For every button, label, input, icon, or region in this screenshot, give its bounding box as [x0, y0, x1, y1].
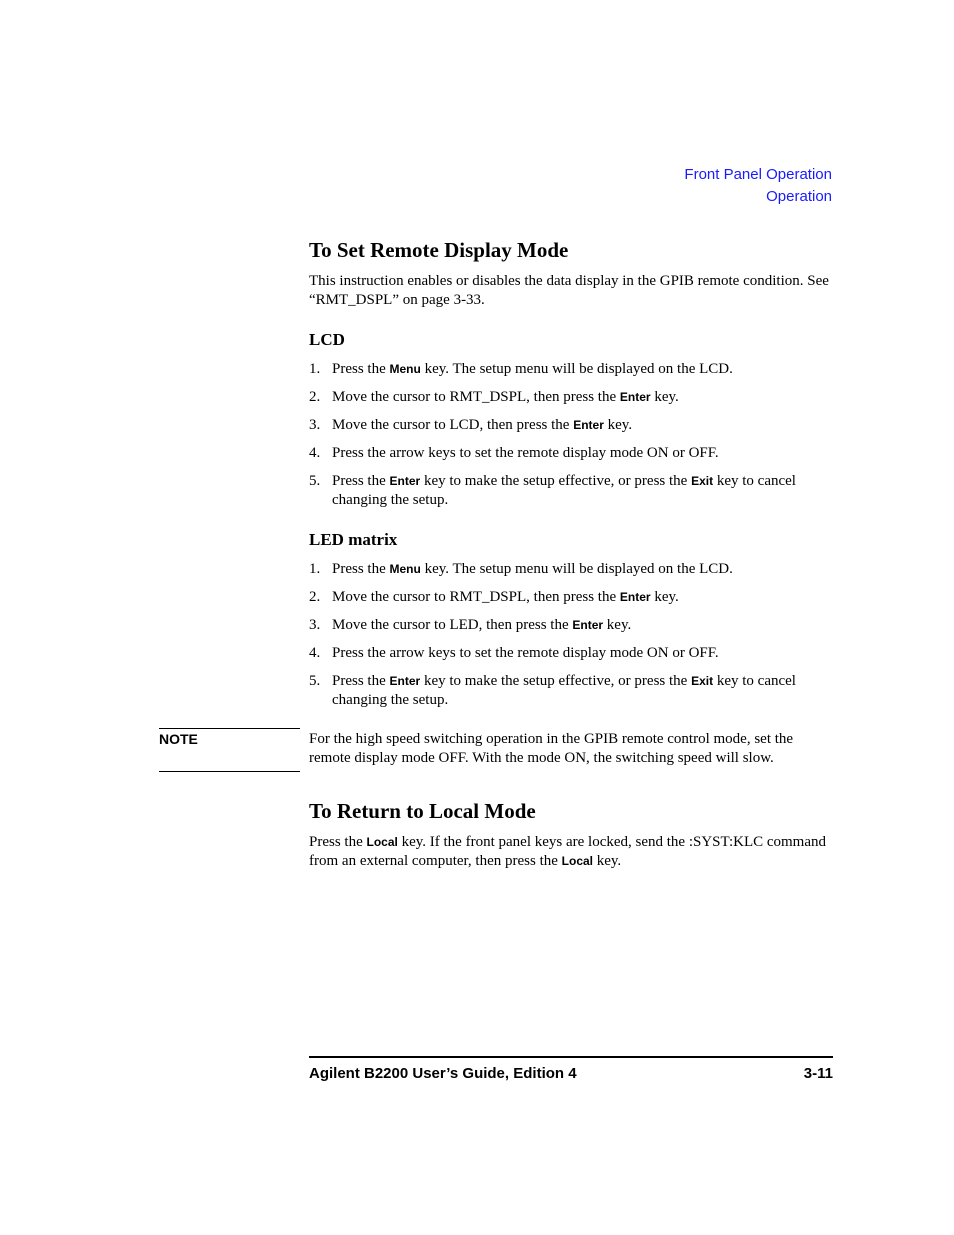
text-run: Press the arrow keys to set the remote display mode ON or OFF. — [332, 645, 719, 661]
key-name: Enter — [573, 418, 604, 432]
step-number: 5. — [309, 473, 321, 489]
step-number: 2. — [309, 389, 321, 405]
step-item — [309, 472, 833, 510]
text-run: key. If the front panel keys are locked, send the :SYST:KLC command from an external computer, then press the — [309, 834, 827, 869]
lcd-steps — [309, 360, 833, 510]
text-run: Press the — [332, 561, 390, 577]
local-mode-paragraph — [309, 833, 833, 871]
section-intro: This instruction enables or disables the data display in the GPIB remote condition. See “RMT_DSPL” on page 3-33. — [309, 273, 829, 308]
key-local: Local — [561, 854, 593, 868]
page-footer — [309, 1056, 833, 1082]
text-run: key. — [603, 617, 632, 633]
key-name: Enter — [572, 618, 604, 632]
key-name: Menu — [389, 562, 421, 576]
led-steps — [309, 560, 833, 710]
step-number: 1. — [309, 561, 321, 577]
footer-title: Agilent B2200 User’s Guide, Edition 4 — [309, 1065, 577, 1082]
running-header — [684, 164, 832, 208]
text-run: key to cancel changing the setup. — [332, 673, 796, 708]
key-name: Enter — [619, 390, 651, 404]
text-run: key. — [650, 589, 679, 605]
text-run: Press the — [332, 361, 390, 377]
key-name: Enter — [619, 590, 651, 604]
step-item — [309, 416, 833, 435]
header-chapter: Front Panel Operation — [684, 166, 832, 183]
key-local: Local — [366, 835, 398, 849]
step-item — [309, 444, 833, 463]
section-remote-display — [309, 237, 833, 719]
step-number: 3. — [309, 617, 321, 633]
note-label: NOTE — [159, 728, 300, 747]
step-item — [309, 360, 833, 379]
text-run: Press the — [332, 473, 390, 489]
section-title-local-mode: To Return to Local Mode — [309, 799, 536, 823]
step-item — [309, 672, 833, 710]
step-number: 5. — [309, 673, 321, 689]
page-number: 3-11 — [803, 1065, 833, 1082]
step-item — [309, 616, 833, 635]
note-bottom-rule — [159, 771, 300, 772]
subsection-title-lcd: LCD — [309, 330, 345, 349]
step-item — [309, 388, 833, 407]
key-name: Exit — [691, 474, 714, 488]
text-run: key to make the setup effective, or press the — [420, 473, 692, 489]
text-run: key to cancel changing the setup. — [332, 473, 796, 508]
text-run: Press the — [332, 673, 390, 689]
step-number: 4. — [309, 645, 321, 661]
section-title-remote-display: To Set Remote Display Mode — [309, 238, 569, 262]
step-item — [309, 588, 833, 607]
header-section: Operation — [766, 188, 832, 205]
step-item — [309, 560, 833, 579]
key-name: Enter — [389, 674, 421, 688]
step-number: 4. — [309, 445, 321, 461]
section-local-mode — [309, 798, 833, 871]
text-run: key. The setup menu will be displayed on the LCD. — [420, 361, 733, 377]
key-name: Enter — [389, 474, 421, 488]
key-name: Menu — [389, 362, 421, 376]
key-name: Exit — [691, 674, 714, 688]
subsection-title-led: LED matrix — [309, 530, 398, 549]
text-run: Press the — [309, 834, 367, 850]
step-number: 3. — [309, 417, 321, 433]
text-run: key. The setup menu will be displayed on the LCD. — [420, 561, 733, 577]
step-item — [309, 644, 833, 663]
note-block — [309, 730, 833, 768]
text-run: Move the cursor to LCD, then press the — [332, 417, 574, 433]
text-run: key. — [593, 853, 622, 869]
text-run: key to make the setup effective, or press the — [420, 673, 692, 689]
text-run: Press the arrow keys to set the remote display mode ON or OFF. — [332, 445, 719, 461]
note-text: For the high speed switching operation in the GPIB remote control mode, set the remote display mode OFF. With the mode ON, the switching speed will slow. — [309, 731, 794, 766]
text-run: Move the cursor to LED, then press the — [332, 617, 573, 633]
text-run: key. — [650, 389, 679, 405]
text-run: Move the cursor to RMT_DSPL, then press the — [332, 589, 620, 605]
step-number: 2. — [309, 589, 321, 605]
text-run: Move the cursor to RMT_DSPL, then press the — [332, 389, 620, 405]
step-number: 1. — [309, 361, 321, 377]
text-run: key. — [603, 417, 633, 433]
